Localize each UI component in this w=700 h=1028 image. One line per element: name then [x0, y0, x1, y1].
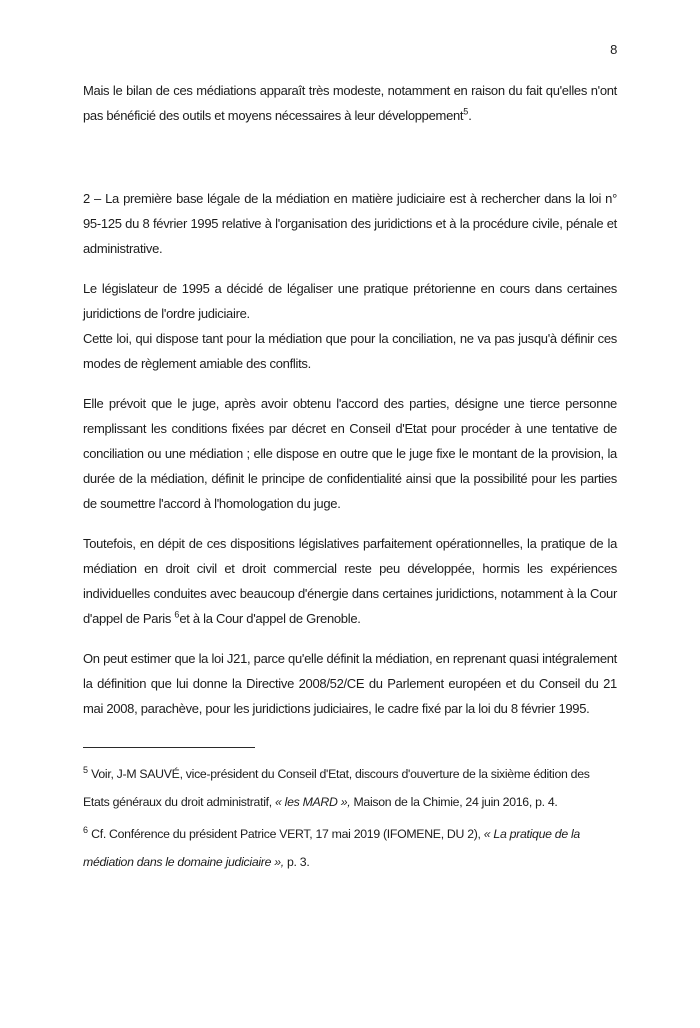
- paragraph-4: [83, 391, 617, 516]
- paragraph-6: [83, 646, 617, 721]
- footnote-6-text-end: p. 3.: [283, 855, 310, 869]
- paragraph-5-text: Toutefois, en dépit de ces dispositions législatives parfaitement opérationnelles, la pratique de la médiation en droit civil et droit commercial reste peu développée, hormis les expériences individuelles conduites avec beaucoup d'énergie dans certaines juridictions, notamment à la Cour d'appel de Paris: [83, 536, 617, 626]
- footnote-6-text: Cf. Conférence du président Patrice VERT, 17 mai 2019 (IFOMENE, DU 2),: [88, 827, 484, 841]
- footnote-ref-5: 5: [463, 106, 469, 117]
- paragraph-5-text-end: et à la Cour d'appel de Grenoble.: [179, 611, 361, 626]
- footnote-separator: [83, 747, 255, 748]
- page-number: 8: [610, 42, 617, 57]
- footnote-5-italic: « les MARD »,: [275, 795, 351, 809]
- paragraph-3-sentence-1: Le législateur de 1995 a décidé de légaliser une pratique prétorienne en cours dans certaines juridictions de l'ordre judiciaire.: [83, 281, 617, 321]
- paragraph-3: [83, 276, 617, 376]
- paragraph-5: [83, 531, 617, 631]
- paragraph-3-sentence-2: Cette loi, qui dispose tant pour la médiation que pour la conciliation, ne va pas jusqu'à définir ces modes de règlement amiable des conflits.: [83, 331, 617, 371]
- paragraph-2-text: 2 – La première base légale de la médiation en matière judiciaire est à rechercher dans la loi n° 95-125 du 8 février 1995 relative à l'organisation des juridictions et à la procédure civile, pénale et administrative.: [83, 191, 617, 256]
- paragraph-2: [83, 186, 617, 261]
- footnote-5-text: Voir, J-M SAUVÉ, vice-président du Conseil d'Etat, discours d'ouverture de la sixième édition des Etats généraux du droit administratif,: [83, 767, 590, 809]
- footnote-6-marker: 6: [83, 824, 89, 835]
- paragraph-6-text: On peut estimer que la loi J21, parce qu'elle définit la médiation, en reprenant quasi intégralement la définition que lui donne la Directive 2008/52/CE du Parlement européen et du Conseil du 21 mai 2008, parachève, pour les juridictions judiciaires, le cadre fixé par la loi du 8 février 1995.: [83, 651, 617, 716]
- footnote-5-marker: 5: [83, 764, 89, 775]
- paragraph-1: [83, 78, 617, 128]
- footnote-6-italic: « La pratique de la médiation dans le domaine judiciaire »,: [83, 827, 580, 869]
- paragraph-1-text: Mais le bilan de ces médiations apparaît très modeste, notamment en raison du fait qu'elles n'ont pas bénéficié des outils et moyens nécessaires à leur développement: [83, 83, 617, 123]
- paragraph-4-text: Elle prévoit que le juge, après avoir obtenu l'accord des parties, désigne une tierce personne remplissant les conditions fixées par décret en Conseil d'Etat pour procéder à une tentative de conciliation ou une médiation ; elle dispose en outre que le juge fixe le montant de la provision, la durée de la médiation, définit le principe de confidentialité ainsi que la possibilité pour les parties de soumettre l'accord à l'homologation du juge.: [83, 396, 617, 511]
- footnote-5-text-end: Maison de la Chimie, 24 juin 2016, p. 4.: [350, 795, 558, 809]
- footnote-5: [83, 760, 617, 816]
- footnote-6: [83, 820, 617, 876]
- footnote-ref-6: 6: [174, 609, 180, 620]
- paragraph-1-period: .: [468, 108, 472, 123]
